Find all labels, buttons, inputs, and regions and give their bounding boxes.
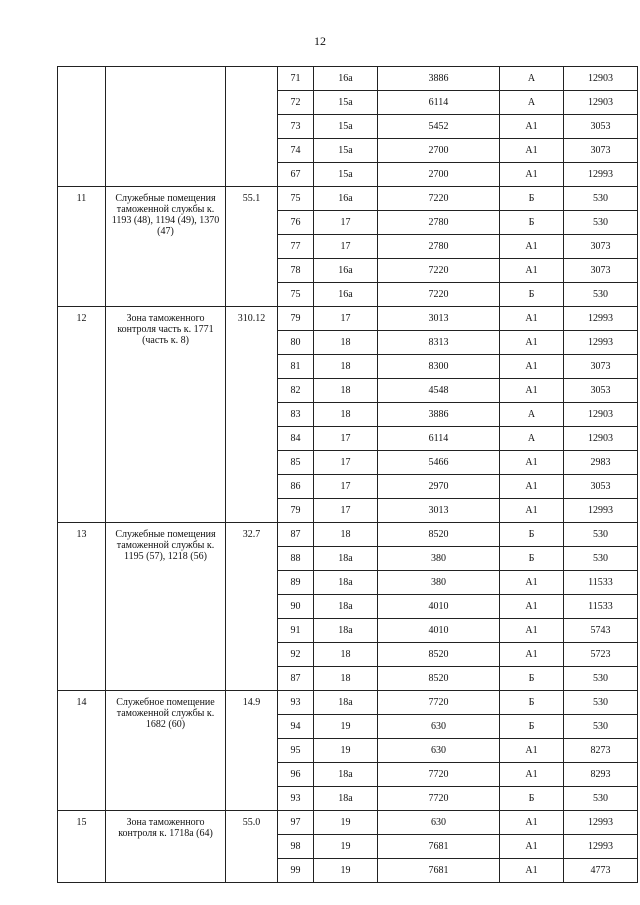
distance-cell: 7681	[378, 859, 500, 883]
distance-cell: 3886	[378, 67, 500, 91]
point-number-cell: 89	[278, 571, 314, 595]
distance-cell: 2780	[378, 235, 500, 259]
tower-type-cell: 18а	[314, 595, 378, 619]
category-cell: Б	[500, 547, 564, 571]
distance-cell: 380	[378, 571, 500, 595]
group-name: Зона таможенного контроля часть к. 1771 (часть к. 8)	[106, 307, 226, 523]
category-cell: А1	[500, 739, 564, 763]
distance-cell: 4010	[378, 619, 500, 643]
tower-type-cell: 18	[314, 403, 378, 427]
category-cell: А1	[500, 859, 564, 883]
point-number-cell: 97	[278, 811, 314, 835]
code-cell: 5723	[564, 643, 638, 667]
category-cell: А1	[500, 115, 564, 139]
code-cell: 12993	[564, 307, 638, 331]
table-body	[58, 67, 638, 883]
code-cell: 530	[564, 283, 638, 307]
tower-type-cell: 17	[314, 451, 378, 475]
points-table	[57, 66, 638, 883]
code-cell: 12903	[564, 427, 638, 451]
category-cell: А1	[500, 571, 564, 595]
code-cell: 3073	[564, 355, 638, 379]
point-number-cell: 99	[278, 859, 314, 883]
tower-type-cell: 17	[314, 211, 378, 235]
tower-type-cell: 18а	[314, 763, 378, 787]
point-number-cell: 91	[278, 619, 314, 643]
point-number-cell: 83	[278, 403, 314, 427]
group-number	[58, 67, 106, 187]
category-cell: А1	[500, 259, 564, 283]
distance-cell: 2700	[378, 139, 500, 163]
category-cell: А1	[500, 451, 564, 475]
code-cell: 530	[564, 715, 638, 739]
category-cell: А1	[500, 643, 564, 667]
group-area: 310.12	[226, 307, 278, 523]
group-name: Зона таможенного контроля к. 1718а (64)	[106, 811, 226, 883]
category-cell: Б	[500, 211, 564, 235]
code-cell: 3053	[564, 379, 638, 403]
code-cell: 3053	[564, 475, 638, 499]
group-area: 14.9	[226, 691, 278, 811]
category-cell: А	[500, 403, 564, 427]
distance-cell: 8520	[378, 523, 500, 547]
category-cell: А	[500, 67, 564, 91]
distance-cell: 6114	[378, 91, 500, 115]
group-name	[106, 67, 226, 187]
code-cell: 5743	[564, 619, 638, 643]
distance-cell: 7720	[378, 691, 500, 715]
point-number-cell: 93	[278, 787, 314, 811]
code-cell: 530	[564, 787, 638, 811]
code-cell: 4773	[564, 859, 638, 883]
code-cell: 3073	[564, 139, 638, 163]
code-cell: 12903	[564, 91, 638, 115]
point-number-cell: 98	[278, 835, 314, 859]
tower-type-cell: 18	[314, 355, 378, 379]
group-name: Служебные помещения таможенной службы к. 1195 (57), 1218 (56)	[106, 523, 226, 691]
point-number-cell: 80	[278, 331, 314, 355]
category-cell: Б	[500, 787, 564, 811]
distance-cell: 7220	[378, 283, 500, 307]
tower-type-cell: 19	[314, 835, 378, 859]
code-cell: 530	[564, 211, 638, 235]
point-number-cell: 67	[278, 163, 314, 187]
category-cell: Б	[500, 667, 564, 691]
tower-type-cell: 18	[314, 331, 378, 355]
point-number-cell: 75	[278, 187, 314, 211]
distance-cell: 3886	[378, 403, 500, 427]
distance-cell: 7220	[378, 187, 500, 211]
category-cell: А1	[500, 379, 564, 403]
tower-type-cell: 18	[314, 667, 378, 691]
group-area: 55.1	[226, 187, 278, 307]
point-number-cell: 87	[278, 523, 314, 547]
distance-cell: 8313	[378, 331, 500, 355]
code-cell: 530	[564, 547, 638, 571]
category-cell: А1	[500, 499, 564, 523]
group-name: Служебное помещение таможенной службы к. 1682 (60)	[106, 691, 226, 811]
category-cell: А1	[500, 139, 564, 163]
distance-cell: 630	[378, 739, 500, 763]
point-number-cell: 71	[278, 67, 314, 91]
category-cell: Б	[500, 187, 564, 211]
tower-type-cell: 18а	[314, 619, 378, 643]
point-number-cell: 92	[278, 643, 314, 667]
distance-cell: 380	[378, 547, 500, 571]
tower-type-cell: 15а	[314, 91, 378, 115]
group-area: 32.7	[226, 523, 278, 691]
category-cell: Б	[500, 523, 564, 547]
distance-cell: 6114	[378, 427, 500, 451]
category-cell: А1	[500, 331, 564, 355]
distance-cell: 630	[378, 715, 500, 739]
tower-type-cell: 16а	[314, 259, 378, 283]
group-number: 12	[58, 307, 106, 523]
code-cell: 8293	[564, 763, 638, 787]
group-number: 15	[58, 811, 106, 883]
point-number-cell: 73	[278, 115, 314, 139]
table-row	[58, 67, 638, 91]
point-number-cell: 79	[278, 307, 314, 331]
distance-cell: 630	[378, 811, 500, 835]
point-number-cell: 86	[278, 475, 314, 499]
tower-type-cell: 17	[314, 475, 378, 499]
tower-type-cell: 16а	[314, 283, 378, 307]
distance-cell: 8300	[378, 355, 500, 379]
code-cell: 3073	[564, 235, 638, 259]
point-number-cell: 74	[278, 139, 314, 163]
point-number-cell: 95	[278, 739, 314, 763]
code-cell: 12993	[564, 835, 638, 859]
point-number-cell: 88	[278, 547, 314, 571]
code-cell: 530	[564, 523, 638, 547]
distance-cell: 2700	[378, 163, 500, 187]
category-cell: А1	[500, 235, 564, 259]
code-cell: 2983	[564, 451, 638, 475]
tower-type-cell: 18а	[314, 571, 378, 595]
tower-type-cell: 19	[314, 811, 378, 835]
code-cell: 12903	[564, 403, 638, 427]
category-cell: А	[500, 427, 564, 451]
point-number-cell: 90	[278, 595, 314, 619]
group-area: 55.0	[226, 811, 278, 883]
category-cell: А1	[500, 595, 564, 619]
code-cell: 12993	[564, 811, 638, 835]
tower-type-cell: 15а	[314, 163, 378, 187]
tower-type-cell: 17	[314, 307, 378, 331]
code-cell: 12993	[564, 499, 638, 523]
tower-type-cell: 19	[314, 715, 378, 739]
code-cell: 3073	[564, 259, 638, 283]
tower-type-cell: 17	[314, 499, 378, 523]
tower-type-cell: 19	[314, 859, 378, 883]
code-cell: 12993	[564, 163, 638, 187]
distance-cell: 2970	[378, 475, 500, 499]
tower-type-cell: 19	[314, 739, 378, 763]
distance-cell: 4010	[378, 595, 500, 619]
tower-type-cell: 18а	[314, 691, 378, 715]
distance-cell: 7720	[378, 787, 500, 811]
code-cell: 3053	[564, 115, 638, 139]
table-row	[58, 691, 638, 715]
table-row	[58, 523, 638, 547]
point-number-cell: 94	[278, 715, 314, 739]
point-number-cell: 79	[278, 499, 314, 523]
code-cell: 530	[564, 691, 638, 715]
category-cell: А1	[500, 763, 564, 787]
code-cell: 12903	[564, 67, 638, 91]
distance-cell: 3013	[378, 307, 500, 331]
distance-cell: 8520	[378, 667, 500, 691]
group-number: 13	[58, 523, 106, 691]
distance-cell: 7720	[378, 763, 500, 787]
tower-type-cell: 16а	[314, 187, 378, 211]
table-row	[58, 187, 638, 211]
category-cell: А1	[500, 163, 564, 187]
point-number-cell: 82	[278, 379, 314, 403]
table-row	[58, 307, 638, 331]
tower-type-cell: 15а	[314, 139, 378, 163]
tower-type-cell: 18	[314, 523, 378, 547]
group-area	[226, 67, 278, 187]
group-name: Служебные помещения таможенной службы к. 1193 (48), 1194 (49), 1370 (47)	[106, 187, 226, 307]
point-number-cell: 87	[278, 667, 314, 691]
tower-type-cell: 17	[314, 235, 378, 259]
point-number-cell: 96	[278, 763, 314, 787]
tower-type-cell: 18	[314, 379, 378, 403]
point-number-cell: 75	[278, 283, 314, 307]
point-number-cell: 93	[278, 691, 314, 715]
category-cell: А1	[500, 355, 564, 379]
point-number-cell: 76	[278, 211, 314, 235]
group-number: 14	[58, 691, 106, 811]
code-cell: 530	[564, 667, 638, 691]
distance-cell: 2780	[378, 211, 500, 235]
distance-cell: 5466	[378, 451, 500, 475]
distance-cell: 4548	[378, 379, 500, 403]
category-cell: А1	[500, 835, 564, 859]
tower-type-cell: 18а	[314, 787, 378, 811]
distance-cell: 7681	[378, 835, 500, 859]
category-cell: А	[500, 91, 564, 115]
distance-cell: 3013	[378, 499, 500, 523]
category-cell: А1	[500, 811, 564, 835]
category-cell: А1	[500, 307, 564, 331]
category-cell: А1	[500, 619, 564, 643]
code-cell: 530	[564, 187, 638, 211]
code-cell: 11533	[564, 595, 638, 619]
page-number: 12	[314, 34, 326, 48]
tower-type-cell: 18а	[314, 547, 378, 571]
table-row	[58, 811, 638, 835]
point-number-cell: 81	[278, 355, 314, 379]
point-number-cell: 84	[278, 427, 314, 451]
code-cell: 11533	[564, 571, 638, 595]
tower-type-cell: 18	[314, 643, 378, 667]
point-number-cell: 77	[278, 235, 314, 259]
tower-type-cell: 15а	[314, 115, 378, 139]
code-cell: 8273	[564, 739, 638, 763]
category-cell: Б	[500, 715, 564, 739]
point-number-cell: 78	[278, 259, 314, 283]
category-cell: Б	[500, 283, 564, 307]
category-cell: А1	[500, 475, 564, 499]
code-cell: 12993	[564, 331, 638, 355]
point-number-cell: 72	[278, 91, 314, 115]
point-number-cell: 85	[278, 451, 314, 475]
group-number: 11	[58, 187, 106, 307]
category-cell: Б	[500, 691, 564, 715]
distance-cell: 5452	[378, 115, 500, 139]
tower-type-cell: 17	[314, 427, 378, 451]
distance-cell: 8520	[378, 643, 500, 667]
tower-type-cell: 16а	[314, 67, 378, 91]
distance-cell: 7220	[378, 259, 500, 283]
